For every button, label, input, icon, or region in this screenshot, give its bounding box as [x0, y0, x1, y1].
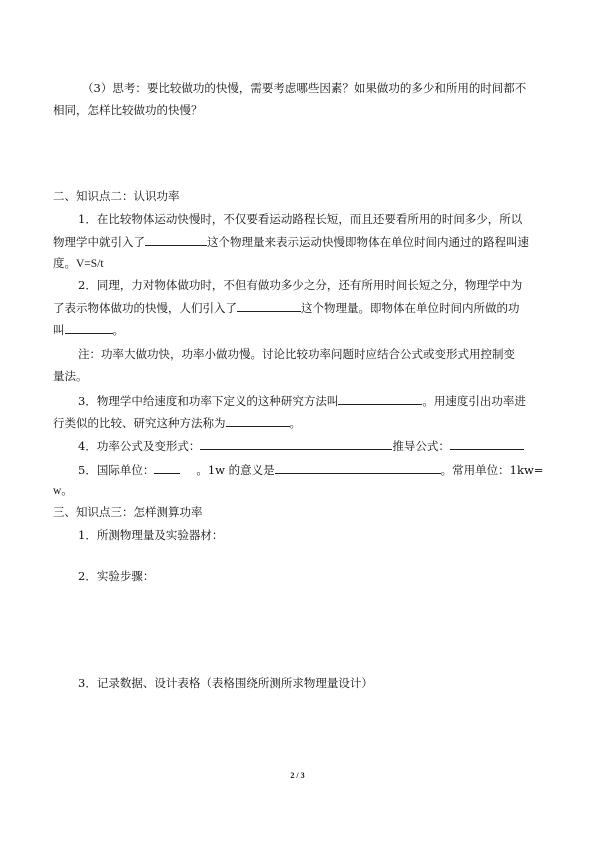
p5-line2: w。 [53, 485, 73, 497]
p1-line2-b: 这个物理量来表示运动快慢即物体在单位时间内通过的路程叫速 [207, 235, 529, 249]
p2-line3-b: 。 [112, 323, 124, 337]
p2-line1: 2．同理，力对物体做功时，不但有做功多少之分，还有所用时间长短之分，物理学中为 [78, 278, 523, 292]
fill-blank-method-name[interactable] [338, 392, 422, 405]
p5-line [78, 461, 570, 478]
page-number: 2 / 3 [290, 771, 305, 780]
fill-blank-velocity[interactable] [145, 233, 207, 246]
p1-line2 [53, 233, 545, 250]
p5-label-c: 。常用单位：1kw= [440, 463, 544, 477]
fill-blank-si-unit[interactable] [154, 461, 180, 474]
p1-line1: 1．在比较物体运动快慢时，不仅要看运动路程长短，而且还要看所用的时间多少，所以 [78, 212, 523, 226]
p4-label-b: 推导公式： [392, 439, 450, 453]
p3-line2-a: 行类似的比较、研究这种方法称为 [53, 416, 226, 430]
p4-label-a: 4．功率公式及变形式： [78, 439, 201, 453]
fill-blank-power-formula[interactable] [200, 437, 392, 450]
fill-blank-power-definition[interactable] [65, 321, 113, 334]
p3-line2-b: 。 [289, 416, 301, 430]
section3-item3: 3．记录数据、设计表格（表格围绕所测所求物理量设计） [78, 676, 373, 690]
section3-item2: 2．实验步骤： [78, 569, 155, 583]
p2-line2-b: 这个物理量。即物体在单位时间内所做的功 [301, 301, 520, 315]
fill-blank-derived-formula[interactable] [450, 437, 524, 450]
section3-heading: 三、知识点三：怎样测算功率 [53, 505, 203, 519]
note-line2: 量法。 [53, 369, 88, 383]
section3-item1: 1．所测物理量及实验器材： [78, 528, 224, 542]
section2-heading: 二、知识点二：认识功率 [53, 189, 180, 203]
q3-line2: 相同，怎样比较做功的快慢？ [53, 103, 203, 117]
fill-blank-watt-meaning[interactable] [275, 461, 441, 474]
p2-line2-a: 了表示物体做功的快慢，人们引入了 [53, 301, 237, 315]
p5-label-b: 。1w 的意义是 [196, 463, 275, 477]
velocity-formula: V=S/t [76, 258, 104, 270]
p3-line1 [78, 392, 570, 409]
p3-line1-a: 3．物理学中给速度和功率下定义的这种研究方法叫 [78, 394, 339, 408]
p5-label-a: 5．国际单位： [78, 463, 155, 477]
p2-line3-a: 叫 [53, 323, 65, 337]
p2-line3 [53, 321, 545, 338]
p4-line [78, 437, 570, 454]
p1-line3-a: 度。 [53, 256, 76, 270]
p3-line2 [53, 414, 545, 431]
q3-line1: （3）思考：要比较做功的快慢，需要考虑哪些因素？如果做功的多少和所用的时间都不 [82, 81, 527, 95]
p3-line1-b: 。用速度引出功率进 [422, 394, 526, 408]
p1-line2-a: 物理学中就引入了 [53, 235, 145, 249]
fill-blank-analogy-method[interactable] [226, 414, 290, 427]
p2-line2 [53, 299, 545, 316]
p1-line3 [53, 255, 545, 272]
fill-blank-power-quantity[interactable] [237, 299, 301, 312]
note-line1: 注：功率大做功快，功率小做功慢。讨论比较功率问题时应结合公式或变形式用控制变 [78, 347, 515, 361]
